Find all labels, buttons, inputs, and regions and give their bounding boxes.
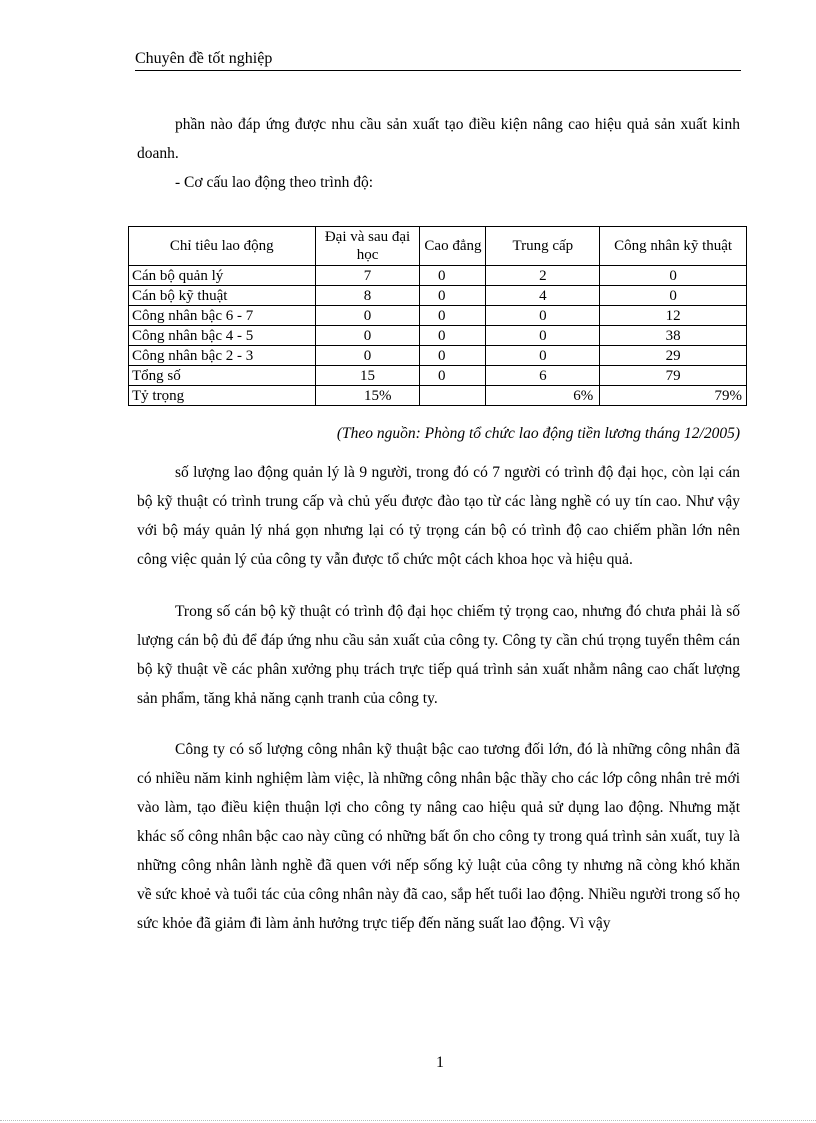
row-label: Tổng số [129,366,316,386]
cell-value: 0 [420,286,486,306]
cell-value: 0 [315,326,420,346]
cell-value: 0 [486,306,600,326]
cell-value: 0 [420,346,486,366]
table-row [129,346,747,366]
row-label: Cán bộ quản lý [129,266,316,286]
cell-value: 79% [600,386,747,406]
header-technical-worker: Công nhân kỹ thuật [600,227,747,266]
cell-value: 0 [486,346,600,366]
paragraph-management: số lượng lao động quản lý là 9 người, trong đó có 7 người có trình độ đại học, còn lại cán bộ kỹ thuật có trình trung cấp và chủ yếu được đào tạo từ các làng nghề có uy tín cao. Như vậy với bộ máy quản lý nhá gọn nhưng lại có tỷ trọng cán bộ có trình độ cao chiếm phần lớn nên công việc quản lý của công ty vẫn được tổ chức một cách khoa học và hiệu quả. [137,464,740,568]
table-row [129,306,747,326]
header-intermediate: Trung cấp [486,227,600,266]
paragraph-technical-workers: Công ty có số lượng công nhân kỹ thuật bậc cao tương đối lớn, đó là những công nhân đã có nhiều năm kinh nghiệm làm việc, là những công nhân bậc thầy cho các lớp công nhân trẻ mới vào làm, tạo điều kiện thuận lợi cho công ty nâng cao hiệu quả sử dụng lao động. Nhưng mặt khác số công nhân bậc cao này cũng có những bất ổn cho công ty trong quá trình sản xuất, tuy là những công nhân lành nghề đã quen với nếp sống kỷ luật của công ty nhưng nã còng khó khăn về sức khoẻ và tuổi tác của công nhân này đã cao, sắp hết tuổi lao động. Nhiều người trong số họ sức khỏe đã giảm đi làm ảnh hưởng trực tiếp đến năng suất lao động. Vì vậy [137,741,740,932]
cell-value: 0 [420,326,486,346]
page-header [135,48,741,71]
cell-value: 8 [315,286,420,306]
cell-value: 0 [315,306,420,326]
row-label: Công nhân bậc 6 - 7 [129,306,316,326]
cell-value: 0 [420,266,486,286]
table-header-row [129,227,747,266]
cell-value: 7 [315,266,420,286]
header-title: Chuyên đề tốt nghiệp [135,50,273,67]
labor-structure-table [128,226,747,406]
cell-value: 0 [486,326,600,346]
cell-value: 4 [486,286,600,306]
table-row [129,286,747,306]
table-row [129,326,747,346]
row-label: Công nhân bậc 2 - 3 [129,346,316,366]
table-row-proportion [129,386,747,406]
header-university: Đại và sau đại học [315,227,420,266]
cell-value: 0 [600,286,747,306]
cell-value: 2 [486,266,600,286]
cell-value: 0 [600,266,747,286]
cell-value: 6% [486,386,600,406]
cell-value: 79 [600,366,747,386]
paragraph-structure-label: - Cơ cấu lao động theo trình độ: [175,174,374,191]
cell-value: 0 [315,346,420,366]
bottom-divider [0,1120,816,1121]
cell-value: 0 [420,366,486,386]
header-college: Cao đẳng [420,227,486,266]
row-label: Cán bộ kỹ thuật [129,286,316,306]
cell-value: 15% [315,386,420,406]
row-label: Công nhân bậc 4 - 5 [129,326,316,346]
cell-value: 6 [486,366,600,386]
cell-value: 0 [420,306,486,326]
cell-value: 38 [600,326,747,346]
row-label: Tỷ trọng [129,386,316,406]
paragraph-intro: phần nào đáp ứng được nhu cầu sản xuất tạo điều kiện nâng cao hiệu quả sản xuất kinh doanh. [137,116,740,162]
cell-value: 15 [315,366,420,386]
page-number: 1 [436,1054,444,1071]
cell-value [420,386,486,406]
header-indicator: Chỉ tiêu lao động [129,227,316,266]
paragraph-technical-staff: Trong số cán bộ kỹ thuật có trình độ đại học chiếm tỷ trọng cao, nhưng đó chưa phải là số lượng cán bộ đủ để đáp ứng nhu cầu sản xuất của công ty. Công ty cần chú trọng tuyển thêm cán bộ kỹ thuật về các phân xưởng phụ trách trực tiếp quá trình sản xuất nhằm nâng cao chất lượng sản phẩm, tăng khả năng cạnh tranh của công ty. [137,603,740,707]
cell-value: 12 [600,306,747,326]
table-row-total [129,366,747,386]
table-row [129,266,747,286]
source-note: (Theo nguồn: Phòng tổ chức lao động tiền lương tháng 12/2005) [336,425,740,442]
cell-value: 29 [600,346,747,366]
